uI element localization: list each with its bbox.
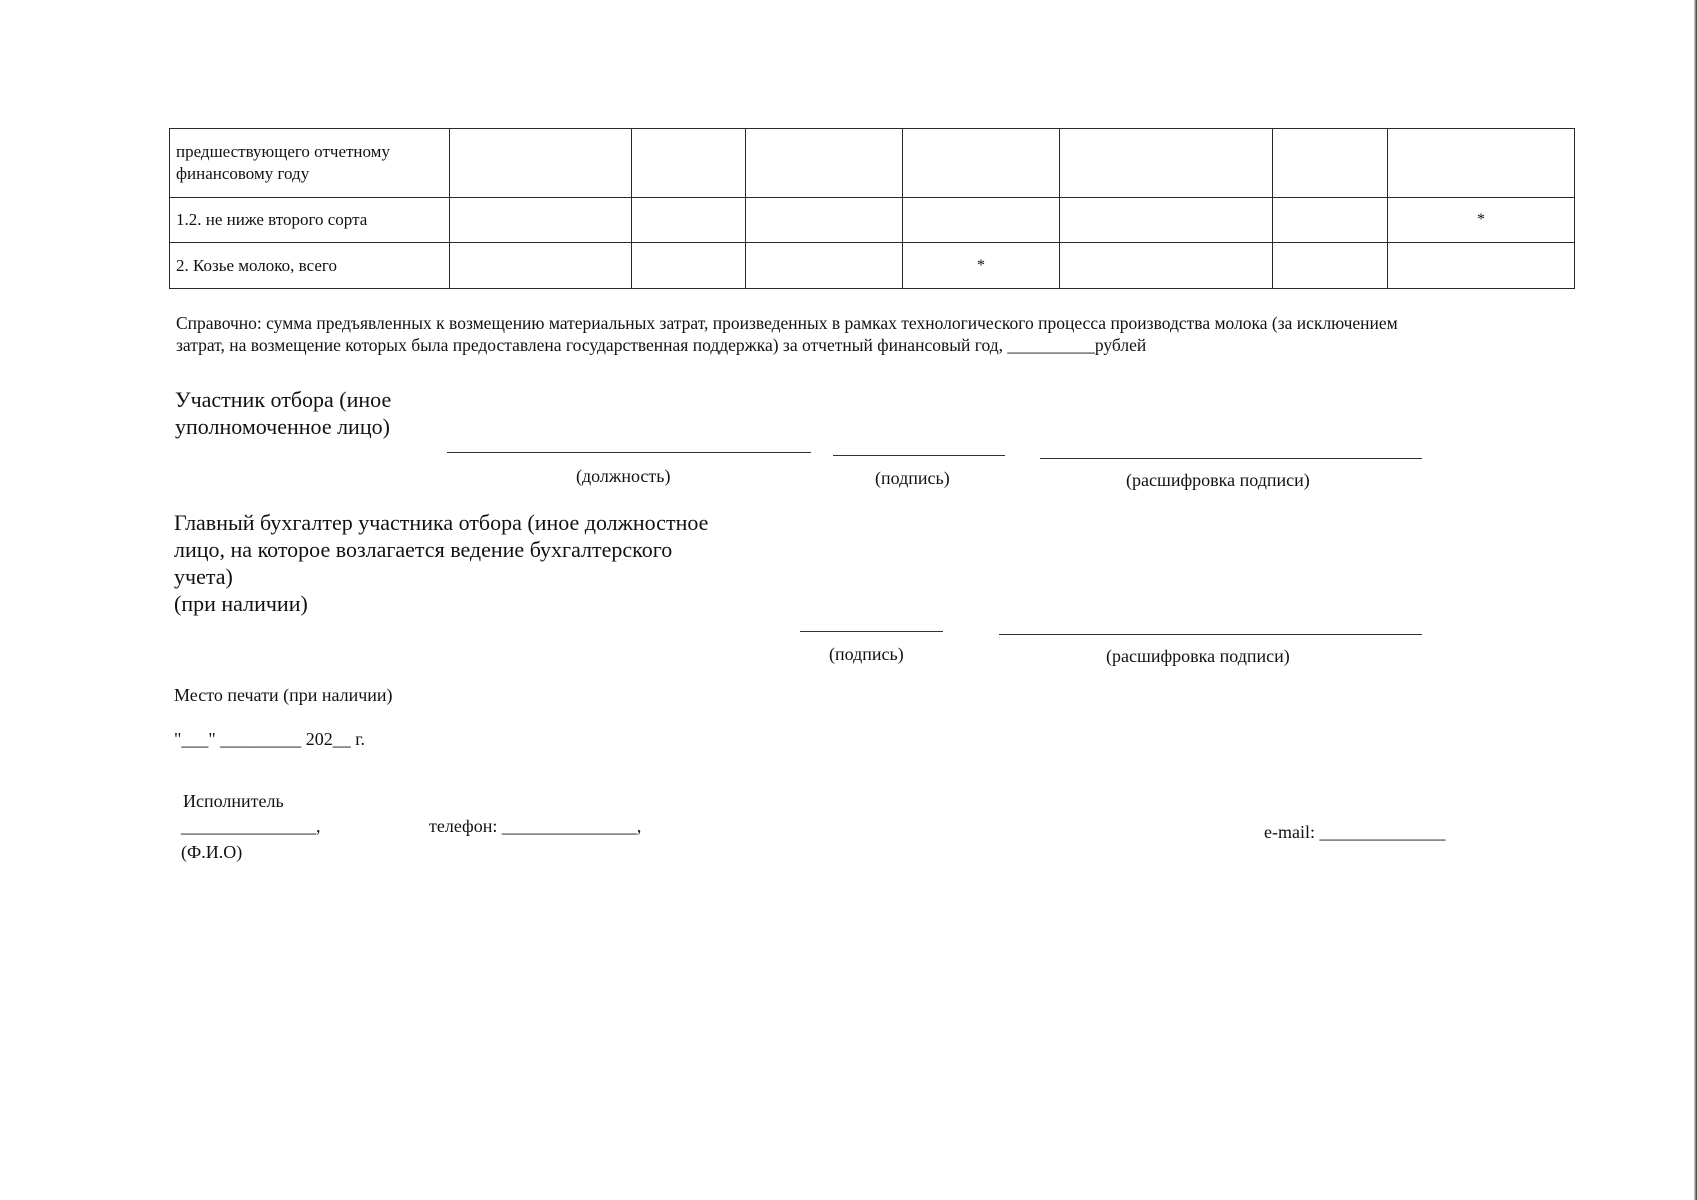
table-cell xyxy=(746,129,903,198)
row-label: 1.2. не ниже второго сорта xyxy=(170,198,450,243)
accountant-decoding-caption: (расшифровка подписи) xyxy=(1106,646,1290,666)
accountant-title-line: Главный бухгалтер участника отбора (иное должностное xyxy=(174,510,709,535)
table-cell: * xyxy=(1388,198,1575,243)
table-cell: * xyxy=(903,243,1060,289)
table-cell xyxy=(746,198,903,243)
accountant-title-line: (при наличии) xyxy=(174,591,308,616)
table-cell xyxy=(1273,198,1388,243)
table-cell xyxy=(450,243,632,289)
accountant-signature-caption: (подпись) xyxy=(829,644,904,664)
signature-caption: (подпись) xyxy=(875,468,950,488)
table-cell xyxy=(1060,198,1273,243)
signature-line xyxy=(833,455,1005,456)
table-cell xyxy=(450,129,632,198)
table-cell xyxy=(746,243,903,289)
decoding-line xyxy=(1040,458,1422,459)
row-label: 2. Козье молоко, всего xyxy=(170,243,450,289)
executor-phone: телефон: _______________, xyxy=(429,816,642,836)
participant-title-line: уполномоченное лицо) xyxy=(175,414,390,439)
position-caption: (должность) xyxy=(576,466,671,486)
participant-title xyxy=(175,386,391,440)
executor-label: Исполнитель xyxy=(183,791,284,811)
table-row xyxy=(170,198,1575,243)
executor-name-blank: _______________, xyxy=(181,816,321,836)
participant-title-line: Участник отбора (иное xyxy=(175,387,392,412)
accountant-title xyxy=(174,509,708,617)
table-cell xyxy=(1388,243,1575,289)
row-label-line: финансовому году xyxy=(176,164,310,183)
table-row xyxy=(170,129,1575,198)
accountant-signature-line xyxy=(800,631,943,632)
executor-email: e-mail: ______________ xyxy=(1264,822,1446,842)
stamp-place: Место печати (при наличии) xyxy=(174,685,393,705)
accountant-title-line: учета) xyxy=(174,564,233,589)
table-cell xyxy=(903,129,1060,198)
reference-note-line: Справочно: сумма предъявленных к возмещению материальных затрат, произведенных в рамках технологического процесса производства молока (за исключением xyxy=(176,313,1398,333)
position-line xyxy=(447,452,811,453)
decoding-caption: (расшифровка подписи) xyxy=(1126,470,1310,490)
table-cell xyxy=(1060,243,1273,289)
table-cell xyxy=(1388,129,1575,198)
table-cell xyxy=(903,198,1060,243)
row-label xyxy=(170,129,450,198)
date-line: "___" _________ 202__ г. xyxy=(174,729,366,749)
table-cell xyxy=(632,198,746,243)
accountant-decoding-line xyxy=(999,634,1422,635)
table-row xyxy=(170,243,1575,289)
table-cell xyxy=(632,129,746,198)
table-cell xyxy=(1273,129,1388,198)
table-cell xyxy=(1060,129,1273,198)
reference-note xyxy=(176,312,1596,356)
row-label-line: предшествующего отчетному xyxy=(176,142,390,161)
table-cell xyxy=(1273,243,1388,289)
table-cell xyxy=(632,243,746,289)
accountant-title-line: лицо, на которое возлагается ведение бухгалтерского xyxy=(174,537,673,562)
table-cell xyxy=(450,198,632,243)
reference-note-line: затрат, на возмещение которых была предоставлена государственная поддержка) за отчетный финансовый год, __________рублей xyxy=(176,335,1147,355)
production-table xyxy=(169,128,1575,289)
executor-name-caption: (Ф.И.О) xyxy=(181,842,243,862)
